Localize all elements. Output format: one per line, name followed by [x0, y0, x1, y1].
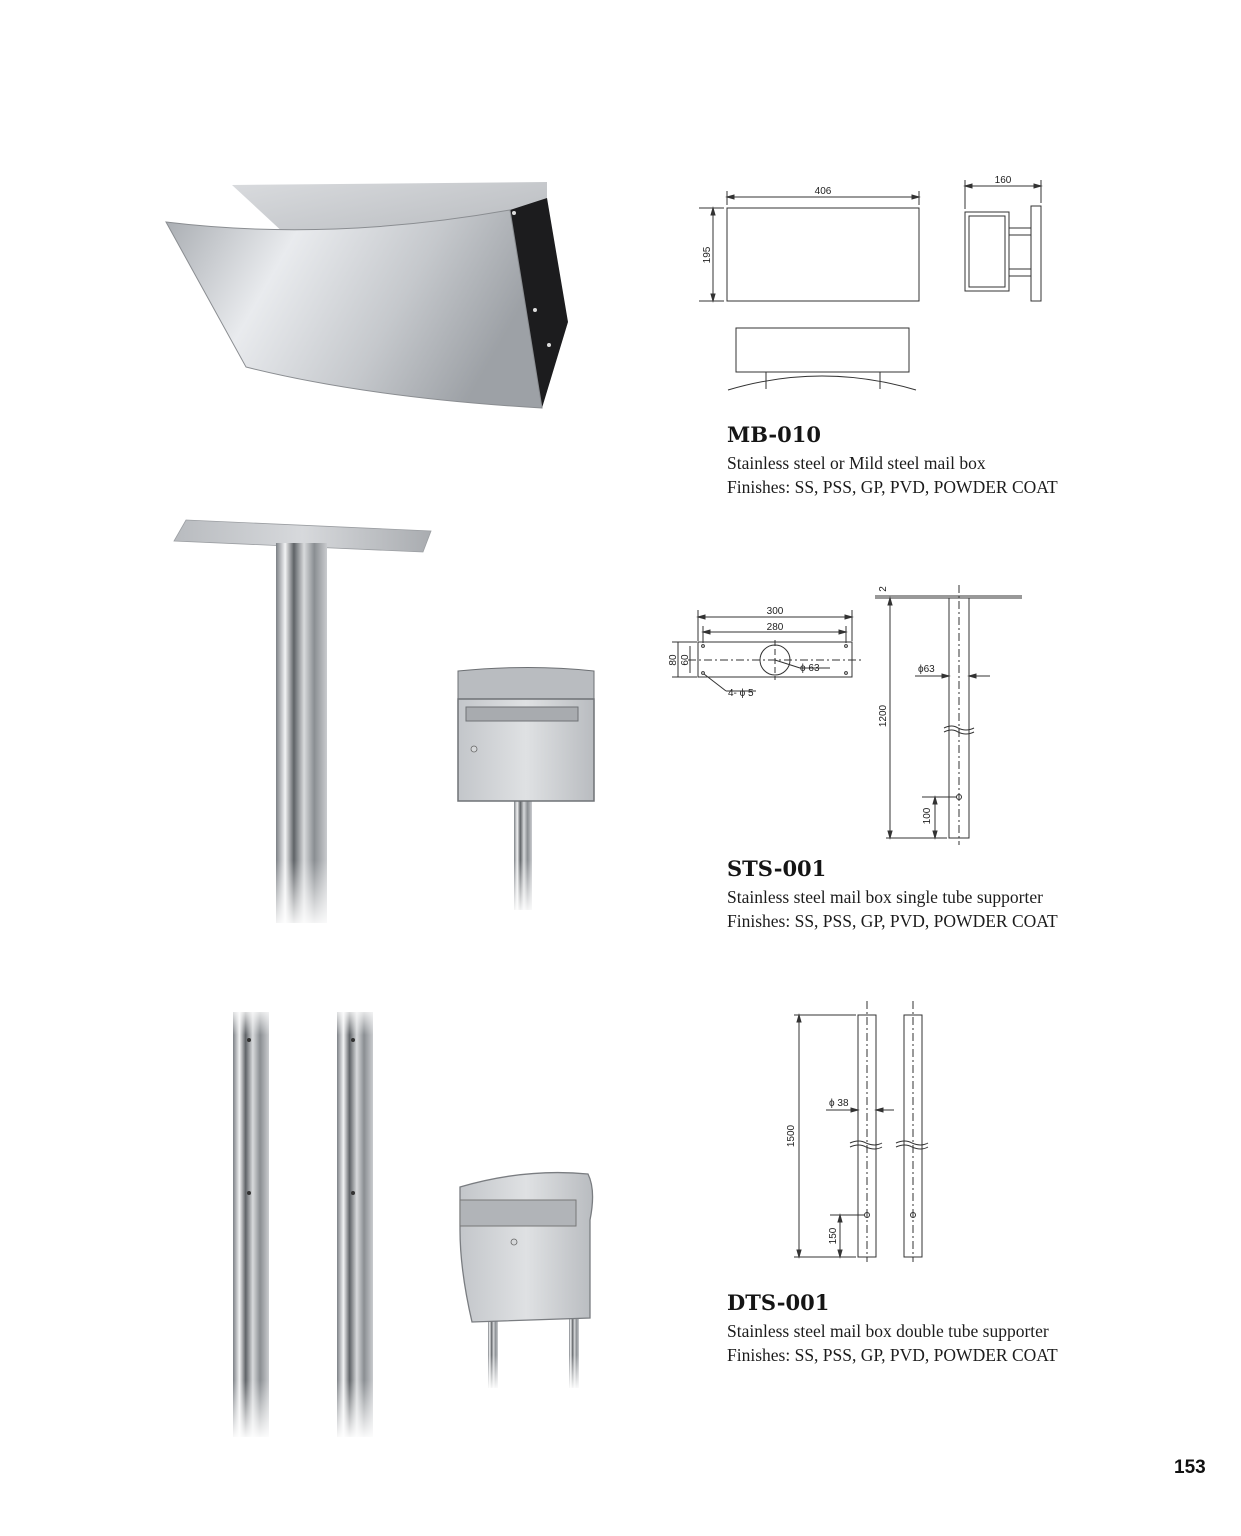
dts-001-code: DTS-001 — [727, 1290, 830, 1315]
sts-001-holes-label: 4- ϕ 5 — [728, 688, 754, 699]
sts-001-plate-width-label: 80 — [668, 654, 679, 666]
sts-001-lock — [471, 746, 477, 752]
sts-001-plate-length-label: 300 — [766, 606, 784, 617]
sts-001-hole-height-label: 100 — [922, 807, 933, 825]
sts-001-mail-slot — [466, 707, 578, 721]
mb-010-width-label: 406 — [814, 186, 832, 197]
dts-001-description: Stainless steel mail box double tube supporter — [727, 1321, 1049, 1341]
mb-010-height-label: 195 — [702, 246, 713, 264]
page-number: 153 — [1174, 1457, 1206, 1478]
mb-010-photo — [166, 182, 568, 408]
sts-001-drawing — [672, 585, 1022, 845]
dts-001-hole-height-label: 150 — [828, 1227, 839, 1245]
dts-001-mailbox — [460, 1173, 593, 1322]
dts-001-tube-diameter-label: ϕ 38 — [829, 1098, 849, 1109]
mb-010-front-panel — [166, 210, 542, 408]
sts-001-plate-thickness-label: 2 — [878, 586, 889, 592]
dts-001-photo — [228, 1005, 593, 1440]
mb-010-description: Stainless steel or Mild steel mail box — [727, 453, 986, 473]
sts-001-tube-side-label: ϕ63 — [918, 664, 935, 675]
sts-001-height-label: 1200 — [878, 704, 889, 728]
sts-001-hole-width-label: 60 — [680, 654, 691, 666]
mb-010-top-view — [736, 328, 909, 372]
dts-001-height-label: 1500 — [786, 1124, 797, 1148]
mb-010-finishes: Finishes: SS, PSS, GP, PVD, POWDER COAT — [727, 477, 1058, 497]
sts-001-hole-spacing-label: 280 — [766, 622, 784, 633]
dts-001-tube-left — [233, 1012, 269, 1437]
dts-001-tube-right — [337, 1012, 373, 1437]
dts-001-mail-slot — [460, 1200, 576, 1226]
mb-010-code: MB-010 — [727, 422, 821, 447]
mb-010-side-view — [965, 212, 1009, 291]
dts-001-finishes: Finishes: SS, PSS, GP, PVD, POWDER COAT — [727, 1345, 1058, 1365]
mb-010-drawing — [699, 180, 1041, 390]
mb-010-front-view — [727, 208, 919, 301]
dts-001-drawing — [794, 1001, 928, 1262]
mb-010-depth-label: 160 — [994, 175, 1012, 186]
sts-001-finishes: Finishes: SS, PSS, GP, PVD, POWDER COAT — [727, 911, 1058, 931]
dts-001-lock — [511, 1239, 517, 1245]
sts-001-photo — [174, 520, 594, 930]
sts-001-code: STS-001 — [727, 856, 827, 881]
sts-001-description: Stainless steel mail box single tube supporter — [727, 887, 1043, 907]
sts-001-tube-diameter-label: ϕ 63 — [800, 663, 820, 674]
